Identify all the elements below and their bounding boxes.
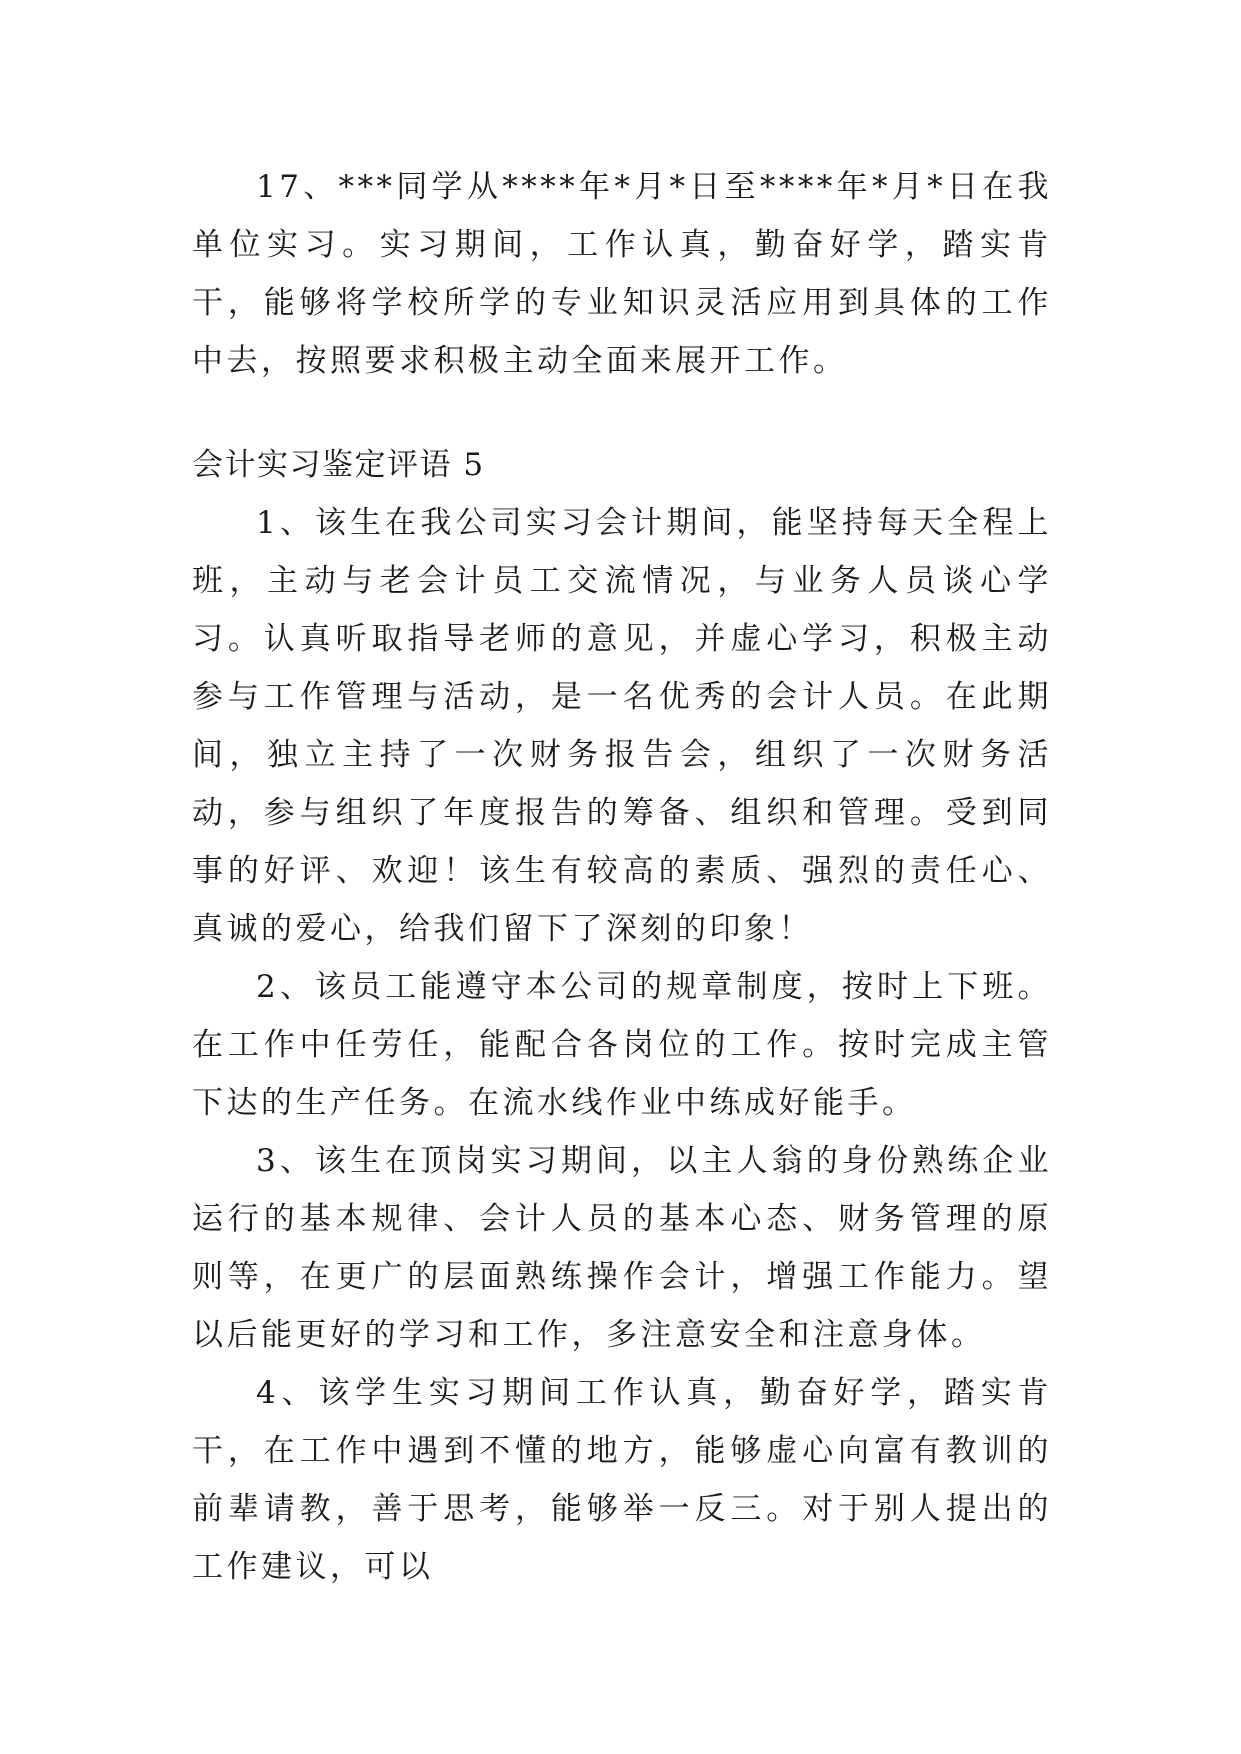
section-spacer	[192, 390, 1052, 436]
section-title: 会计实习鉴定评语 5	[192, 447, 485, 483]
paragraph-4: 4、该学生实习期间工作认真，勤奋好学，踏实肯干，在工作中遇到不懂的地方，能够虚心向富有教训的前辈请教，善于思考，能够举一反三。对于别人提出的工作建议，可以	[192, 1375, 1052, 1585]
paragraph-2: 2、该员工能遵守本公司的规章制度，按时上下班。在工作中任劳任，能配合各岗位的工作。按时完成主管下达的生产任务。在流水线作业中练成好能手。	[192, 969, 1052, 1121]
intro-paragraph: 17、***同学从****年*月*日至****年*月*日在我单位实习。实习期间，工作认真，勤奋好学，踏实肯干，能够将学校所学的专业知识灵活应用到具体的工作中去，按照要求积极主动全面来展开工作。	[192, 169, 1052, 379]
paragraph-1: 1、该生在我公司实习会计期间，能坚持每天全程上班，主动与老会计员工交流情况，与业务人员谈心学习。认真听取指导老师的意见，并虚心学习，积极主动参与工作管理与活动，是一名优秀的会计人员。在此期间，独立主持了一次财务报告会，组织了一次财务活动，参与组织了年度报告的筹备、组织和管理。受到同事的好评、欢迎！该生有较高的素质、强烈的责任心、真诚的爱心，给我们留下了深刻的印象！	[192, 505, 1052, 947]
document-body	[192, 158, 1052, 1596]
paragraph-3: 3、该生在顶岗实习期间，以主人翁的身份熟练企业运行的基本规律、会计人员的基本心态、财务管理的原则等，在更广的层面熟练操作会计，增强工作能力。望以后能更好的学习和工作，多注意安全和注意身体。	[192, 1143, 1052, 1353]
